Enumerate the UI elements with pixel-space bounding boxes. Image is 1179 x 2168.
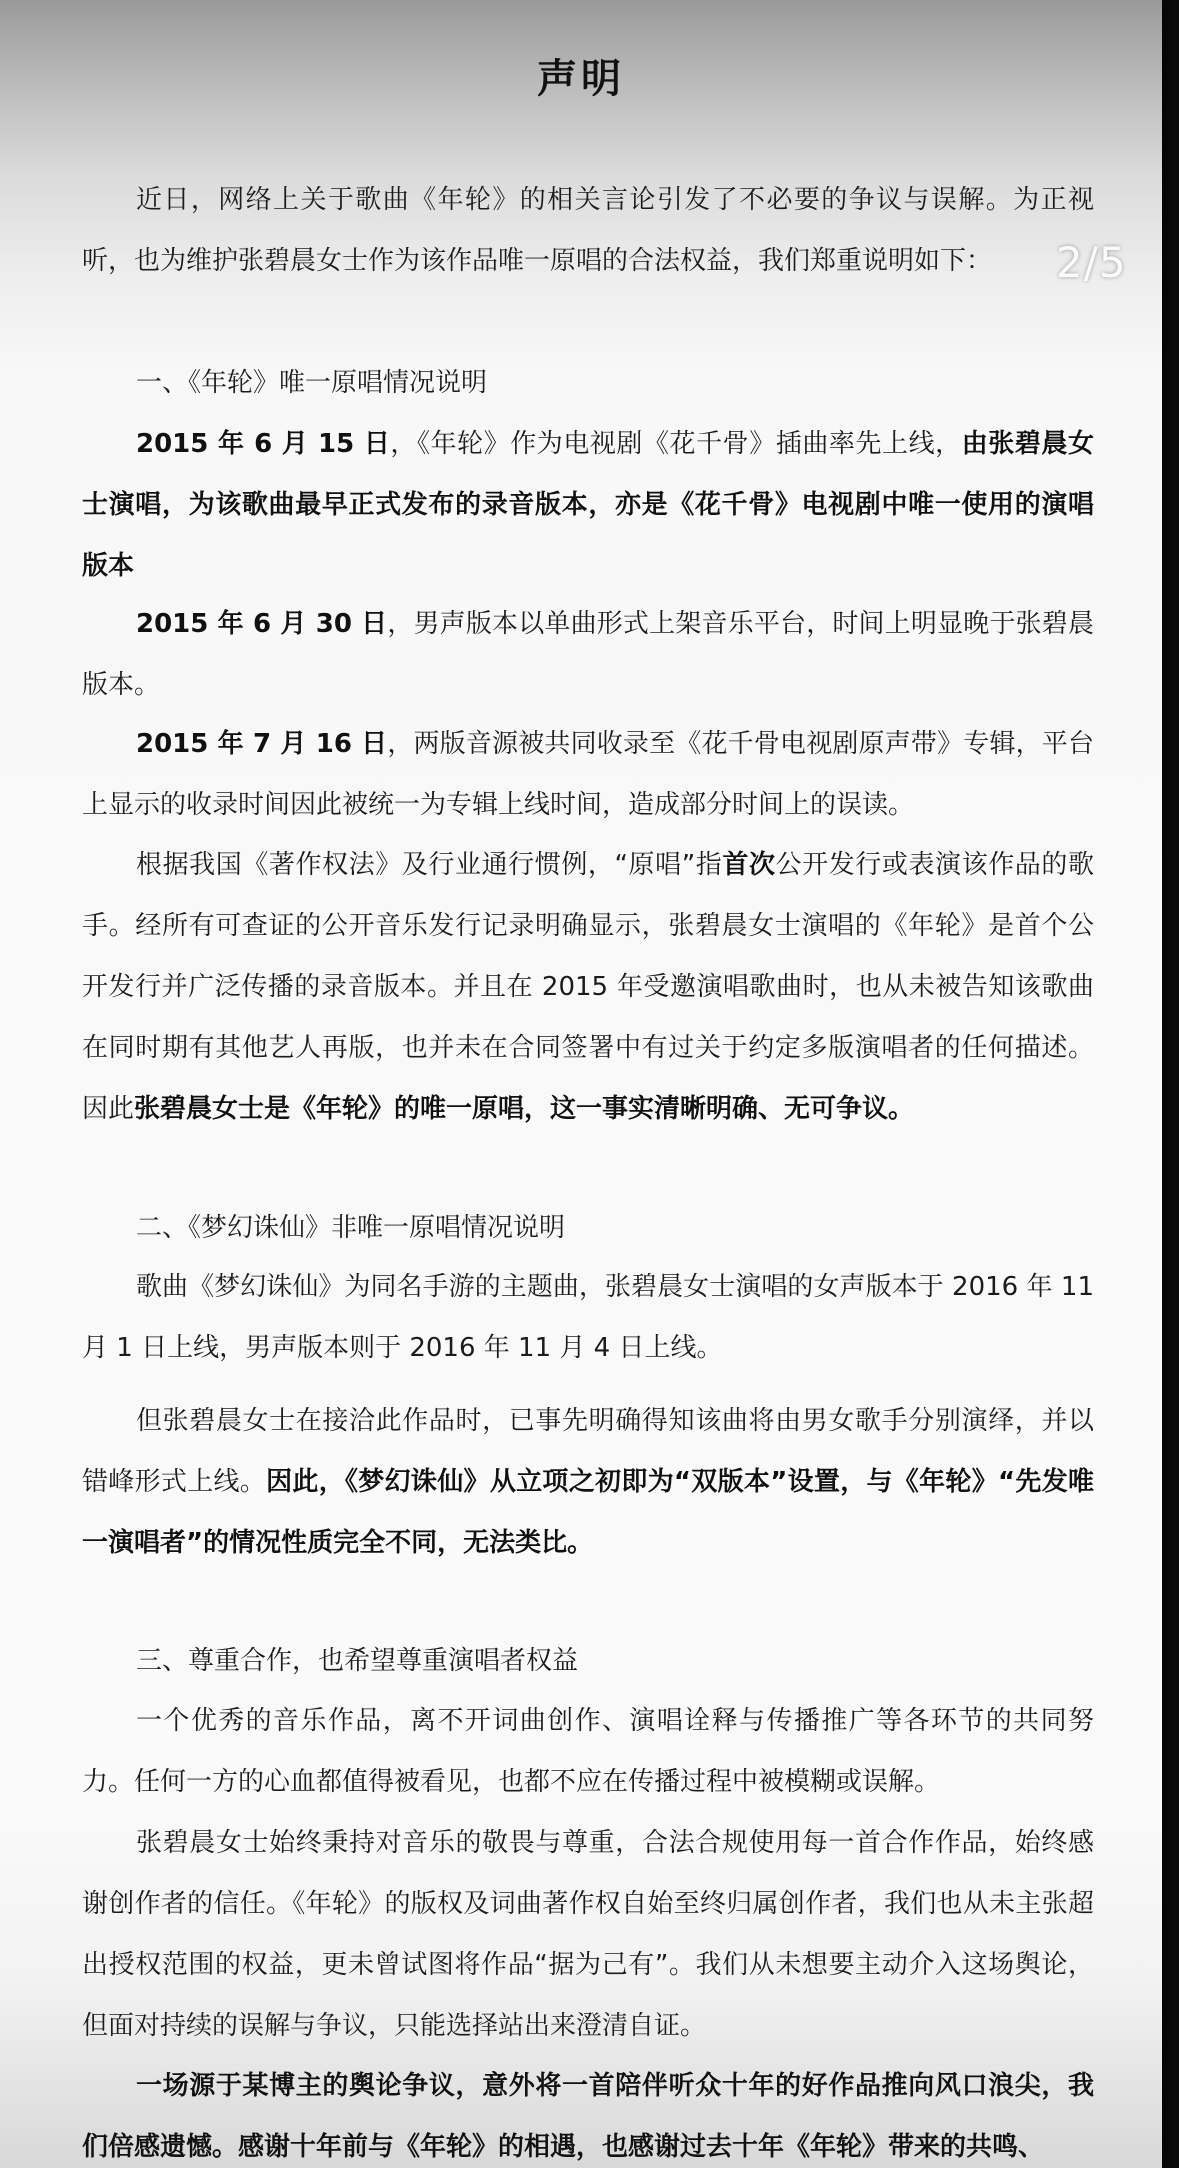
intro-paragraph: 近日，网络上关于歌曲《年轮》的相关言论引发了不必要的争议与误解。为正视听，也为维护张碧晨女士作为该作品唯一原唱的合法权益，我们郑重说明如下： <box>82 185 1094 276</box>
date-2015-06-15: 2015 年 6 月 15 日 <box>136 429 391 459</box>
section3-paragraph-3 <box>82 2056 1094 2168</box>
section1-paragraph-2 <box>82 594 1094 716</box>
section2-paragraph-2 <box>82 1391 1094 1574</box>
section3-paragraph-1: 一个优秀的音乐作品，离不开词曲创作、演唱诠释与传播推广等各环节的共同努力。任何一方的心血都值得被看见，也都不应在传播过程中被模糊或误解。 <box>82 1706 1094 1797</box>
date-2015-07-16: 2015 年 7 月 16 日 <box>136 729 388 759</box>
section1-heading: 一、《年轮》唯一原唱情况说明 <box>136 368 488 398</box>
section1-p4-bold-b: 张碧晨女士是《年轮》的唯一原唱，这一事实清晰明确、无可争议。 <box>134 1094 915 1124</box>
section1-paragraph-4 <box>82 835 1094 1140</box>
section1-p1-text: ，《年轮》作为电视剧《花千骨》插曲率先上线， <box>390 429 962 459</box>
section1-p4-text-b: 公开发行或表演该作品的歌手。经所有可查证的公开音乐发行记录明确显示，张碧晨女士演唱的《年轮》是首个公开发行并广泛传播的录音版本。并且在 2015 年受邀演唱歌曲时，也从未被告知该歌曲在同时期有其他艺人再版，也并未在合同签署中有过关于约定多版演唱者的任何描述。因此 <box>82 850 1094 1124</box>
section2-heading: 二、《梦幻诛仙》非唯一原唱情况说明 <box>136 1213 566 1243</box>
section1-p1-bold: 由张碧晨女士演唱，为该歌曲最早正式发布的录音版本，亦是《花千骨》电视剧中唯一使用的演唱版本 <box>82 429 1094 581</box>
section2-p2-bold: 因此，《梦幻诛仙》从立项之初即为“双版本”设置，与《年轮》“先发唯一演唱者”的情况性质完全不同，无法类比。 <box>82 1467 1094 1558</box>
document-title: 声明 <box>537 56 625 102</box>
page-counter: 2/5 <box>1056 238 1127 287</box>
section1-paragraph-3 <box>82 714 1094 836</box>
section3-p3-bold: 一场源于某博主的舆论争议，意外将一首陪伴听众十年的好作品推向风口浪尖，我们倍感遗憾。感谢十年前与《年轮》的相遇，也感谢过去十年《年轮》带来的共鸣、 <box>82 2071 1094 2162</box>
section2-p2-text: 但张碧晨女士在接洽此作品时，已事先明确得知该曲将由男女歌手分别演绎，并以错峰形式上线。 <box>82 1406 1094 1497</box>
section3-heading: 三、尊重合作，也希望尊重演唱者权益 <box>136 1646 579 1676</box>
date-2015-06-30: 2015 年 6 月 30 日 <box>136 609 388 639</box>
section1-p3-text: ，两版音源被共同收录至《花千骨电视剧原声带》专辑，平台上显示的收录时间因此被统一为专辑上线时间，造成部分时间上的误读。 <box>82 729 1094 820</box>
section2-paragraph-1: 歌曲《梦幻诛仙》为同名手游的主题曲，张碧晨女士演唱的女声版本于 2016 年 11 月 1 日上线，男声版本则于 2016 年 11 月 4 日上线。 <box>82 1272 1094 1363</box>
section1-p2-text: ，男声版本以单曲形式上架音乐平台，时间上明显晚于张碧晨版本。 <box>82 609 1094 700</box>
section3-paragraph-2: 张碧晨女士始终秉持对音乐的敬畏与尊重，合法合规使用每一首合作作品，始终感谢创作者的信任。《年轮》的版权及词曲著作权自始至终归属创作者，我们也从未主张超出授权范围的权益，更未曾试图将作品“据为己有”。我们从未想要主动介入这场舆论，但面对持续的误解与争议，只能选择站出来澄清自证。 <box>82 1828 1094 2041</box>
section1-p4-text-a: 根据我国《著作权法》及行业通行惯例，“原唱”指 <box>136 850 723 880</box>
section1-p4-bold-a: 首次 <box>722 850 776 880</box>
section1-paragraph-1 <box>82 414 1094 597</box>
